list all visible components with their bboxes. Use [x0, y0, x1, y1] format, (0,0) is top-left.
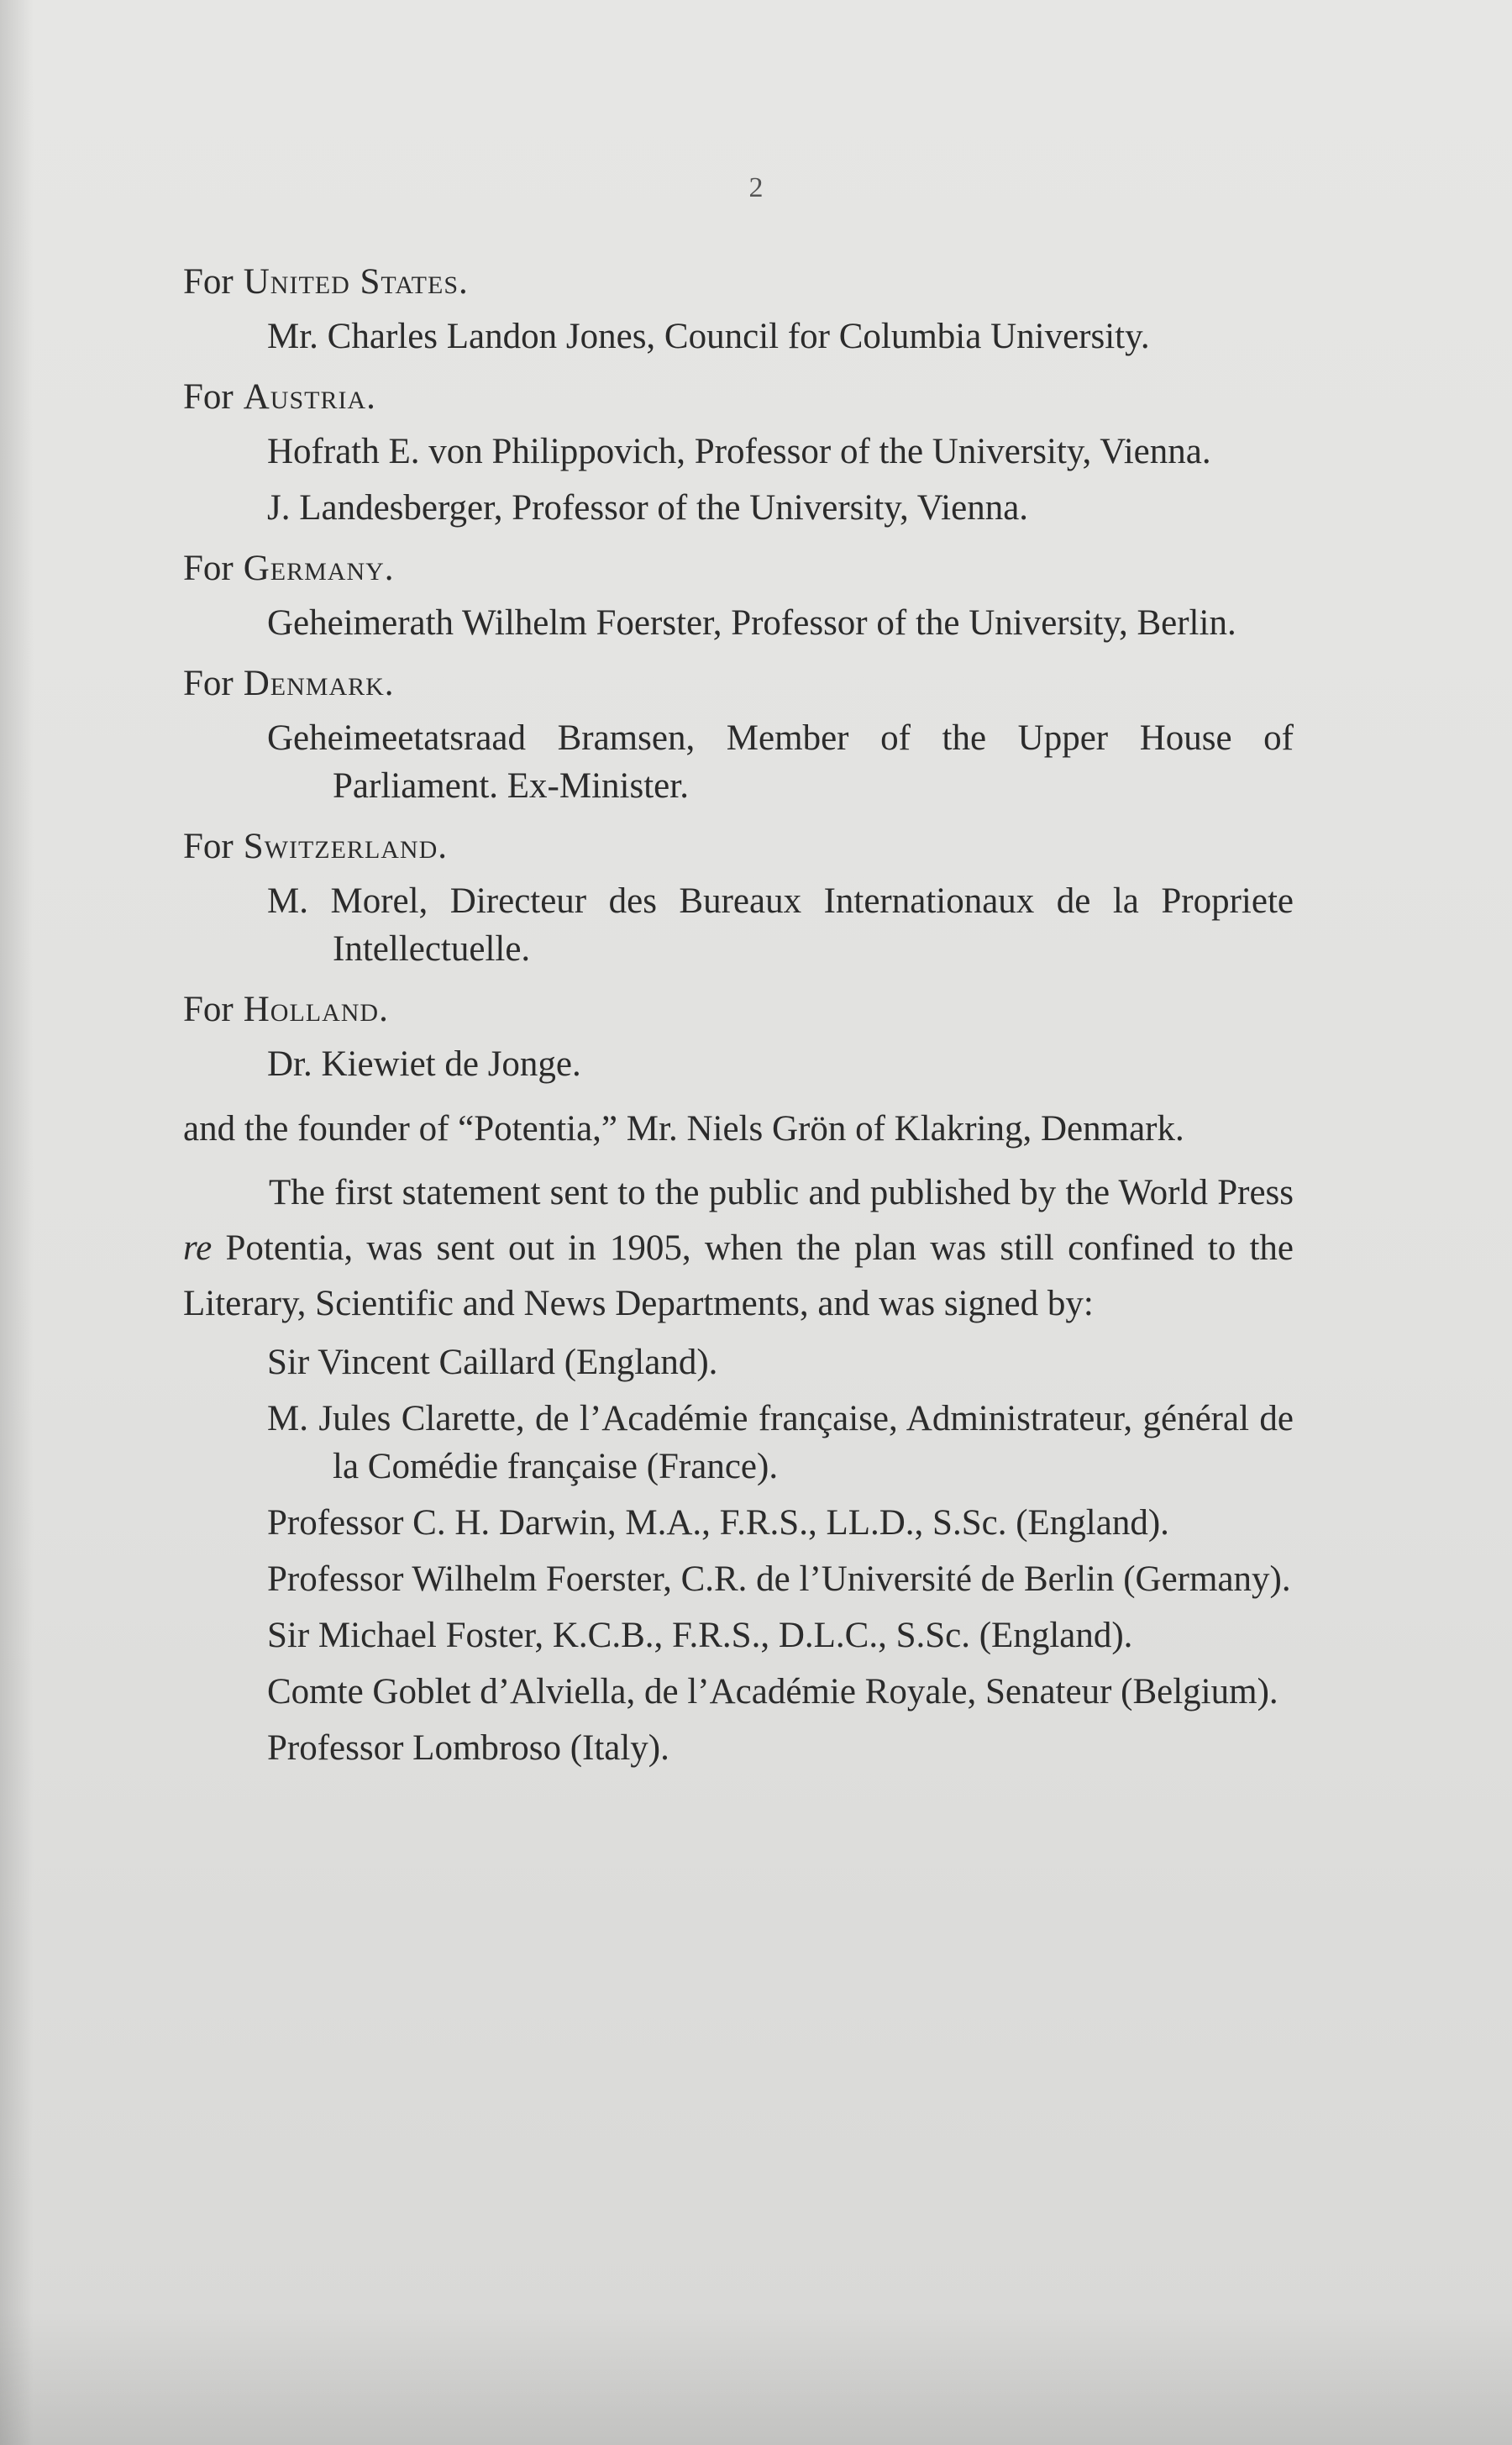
page-edge-shadow-bottom [0, 2311, 1512, 2445]
signer-entry: Professor Wilhelm Foerster, C.R. de l’Université de Berlin (Germany). [267, 1559, 1291, 1599]
country-heading: For Germany. [183, 549, 395, 588]
country-heading: For Switzerland. [183, 827, 449, 866]
delegation-holland [183, 985, 1294, 1088]
delegate-entry: Dr. Kiewiet de Jonge. [267, 1044, 581, 1084]
delegate-entry: Hofrath E. von Philippovich, Professor of the University, Vienna. [267, 432, 1211, 471]
delegation-denmark [183, 659, 1294, 810]
signer-entry: Comte Goblet d’Alviella, de l’Académie Royale, Senateur (Belgium). [267, 1672, 1278, 1712]
country-name: United States. [243, 262, 469, 302]
signer-entry: Sir Vincent Caillard (England). [267, 1343, 718, 1382]
country-heading: For Holland. [183, 990, 389, 1029]
signer-entry: Professor C. H. Darwin, M.A., F.R.S., LL.D., S.Sc. (England). [267, 1503, 1169, 1543]
delegation-austria [183, 372, 1294, 532]
signer-entry: M. Jules Clarette, de l’Académie française, Administrateur, général de la Comédie française (France). [267, 1399, 1294, 1486]
country-heading: For United States. [183, 262, 469, 302]
delegate-entry: J. Landesberger, Professor of the University, Vienna. [267, 488, 1029, 528]
page-content [183, 245, 1294, 1780]
country-name: Holland. [243, 990, 389, 1029]
statement-paragraph: The first statement sent to the public and published by the World Press re Potentia, was sent out in 1905, when the plan was still confined to the Literary, Scientific and News Departments, and was signed by: [183, 1173, 1294, 1323]
country-name: Austria. [243, 377, 376, 417]
delegate-entry: Mr. Charles Landon Jones, Council for Columbia University. [267, 317, 1150, 356]
delegate-entry: M. Morel, Directeur des Bureaux Internationaux de la Propriete Intellectuelle. [267, 881, 1294, 969]
delegate-entry: Geheimeetatsraad Bramsen, Member of the Upper House of Parliament. Ex-Minister. [267, 718, 1294, 806]
delegation-switzerland [183, 822, 1294, 973]
founder-paragraph: and the founder of “Potentia,” Mr. Niels Grön of Klakring, Denmark. [183, 1109, 1184, 1149]
country-name: Denmark. [243, 664, 395, 703]
delegation-germany [183, 544, 1294, 647]
page-edge-shadow-left [0, 0, 34, 2445]
country-name: Germany. [243, 549, 395, 588]
country-heading: For Denmark. [183, 664, 395, 703]
signer-entry: Professor Lombroso (Italy). [267, 1728, 669, 1768]
delegation-united-states [183, 257, 1294, 360]
delegate-entry: Geheimerath Wilhelm Foerster, Professor of the University, Berlin. [267, 603, 1236, 643]
country-name: Switzerland. [243, 827, 449, 866]
italic-re: re [183, 1228, 213, 1268]
country-heading: For Austria. [183, 377, 376, 417]
signer-entry: Sir Michael Foster, K.C.B., F.R.S., D.L.C., S.Sc. (England). [267, 1616, 1133, 1655]
signers-list [183, 1338, 1294, 1772]
page-number: 2 [748, 172, 764, 203]
